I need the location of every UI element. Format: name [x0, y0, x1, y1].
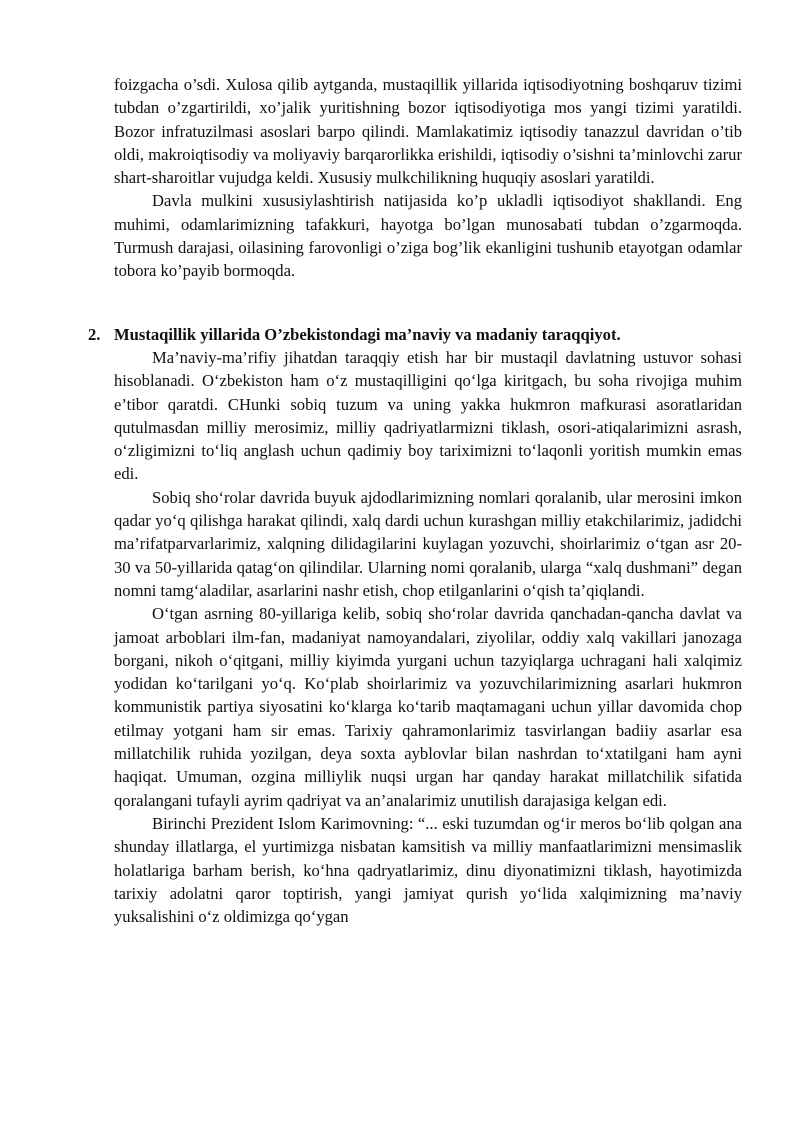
paragraph-spiritual-priority: Ma’naviy-ma’rifiy jihatdan taraqqiy etish har bir mustaqil davlatning ustuvor sohasi hisoblanadi. O‘zbekiston ham o‘z mustaqilligini qo‘lga kiritgach, bu soha rivojiga muhim e’tibor qaratdi. CHunki sobiq tuzum va uning yakka hukmron mafkurasi asoratlaridan qutulmasdan milliy merosimiz, milliy qadriyatlarmizni tiklash, osori-atiqalarimizni asrash, o‘zligimizni to‘liq anglash uchun qadimiy boy tariximizni to‘laqonli yoritish mumkin emas edi.: [114, 347, 742, 484]
paragraph-karimov-quote: Birinchi Prezident Islom Karimovning: “... eski tuzumdan og‘ir meros bo‘lib qolgan ana shunday illatlarga, el yurtimizga nisbatan kamsitish va milliy manfaatlarimizni mensimaslik holatlariga barham berish, ko‘hna qadryatlarimiz, dinu diyonatimizni tiklash, hayotimizda tarixiy adolatni qaror toptirish, yangi jamiyat qurish yo‘lida xalqimizning ma’naviy yuksalishini o‘z oldimizga qo‘ygan: [114, 813, 742, 927]
section-spacer: [114, 283, 742, 323]
section-heading: [88, 323, 742, 346]
section-title: Mustaqillik yillarida O’zbekistondagi ma’naviy va madaniy taraqqiyot.: [114, 324, 621, 344]
document-page: [88, 73, 742, 928]
paragraph-eighties: O‘tgan asrning 80-yillariga kelib, sobiq sho‘rolar davrida qanchadan-qancha davlat va jamoat arboblari ilm-fan, madaniyat namoyandalari, ziyolilar, oddiy xalq vakillari janozaga borgani, nikoh o‘qitgani, milliy kiyimda yurgani uchun tazyiqlarga uchragani hali xalqimiz yodidan ko‘tarilgani yo‘q. Ko‘plab shoirlarimiz va yozuvchilarimizning asarlari hukmron kommunistik partiya siyosatini ko‘klarga ko‘tarib maqtamagani uchun yillar davomida chop etilmay yotgani ham sir emas. Tarixiy qahramonlarimiz tasvirlangan badiiy asarlar esa millatchilik ruhida yozilgan, deya soxta ayblovlar bilan nashrdan to‘xtatilgani ham ayni haqiqat. Umuman, ozgina milliylik nuqsi urgan har qanday harakat millatchilik sifatida qoralangani tufayli ayrim qadriyat va an’analarimiz unutilish darajasiga kelgan edi.: [114, 604, 742, 810]
paragraph-soviet-repression: Sobiq sho‘rolar davrida buyuk ajdodlarimizning nomlari qoralanib, ular merosini imkon qadar yo‘q qilishga harakat qilindi, xalq dardi uchun kurashgan milliy etakchilarimiz, jadidchi ma’rifatparvarlarimiz, xalqning dilidagilarini kuylagan yozuvchi, shoirlarimiz o‘tgan asr 20-30 va 50-yillarida qatag‘on qilindilar. Ularning nomi qoralanib, ularga “xalq dushmani” degan nomni tamg‘aladilar, asarlarini nashr etish, chop etilganlarini o‘qish ta’qiqlandi.: [114, 487, 742, 600]
section-number: 2.: [88, 324, 101, 344]
paragraph-privatization: Davla mulkini xususiylashtirish natijasida ko’p ukladli iqtisodiyot shakllandi. Eng muhimi, odamlarimizning tafakkuri, hayotga bo’lgan munosabati tubdan o’zgarmoqda. Turmush darajasi, oilasining farovonligi o’ziga bog’lik ekanligini tushunib etayotgan odamlar tobora ko’payib bormoqda.: [114, 191, 742, 281]
paragraph-economy-summary: foizgacha o’sdi. Xulosa qilib aytganda, mustaqillik yillarida iqtisodiyotning boshqaruv tizimi tubdan o’zgartirildi, xo’jalik yuritishning bozor iqtisodiyotiga mos yangi tizimi yaratildi. Bozor infratuzilmasi asoslari barpo qilindi. Mamlakatimiz iqtisodiy tanazzul davridan o’tib oldi, makroiqtisodiy va moliyaviy barqarorlikka erishildi, iqtisodiy o’sishni ta’minlovchi zarur shart-sharoitlar vujudga keldi. Xususiy mulkchilikning huquqiy asoslari yaratildi.: [114, 75, 742, 188]
